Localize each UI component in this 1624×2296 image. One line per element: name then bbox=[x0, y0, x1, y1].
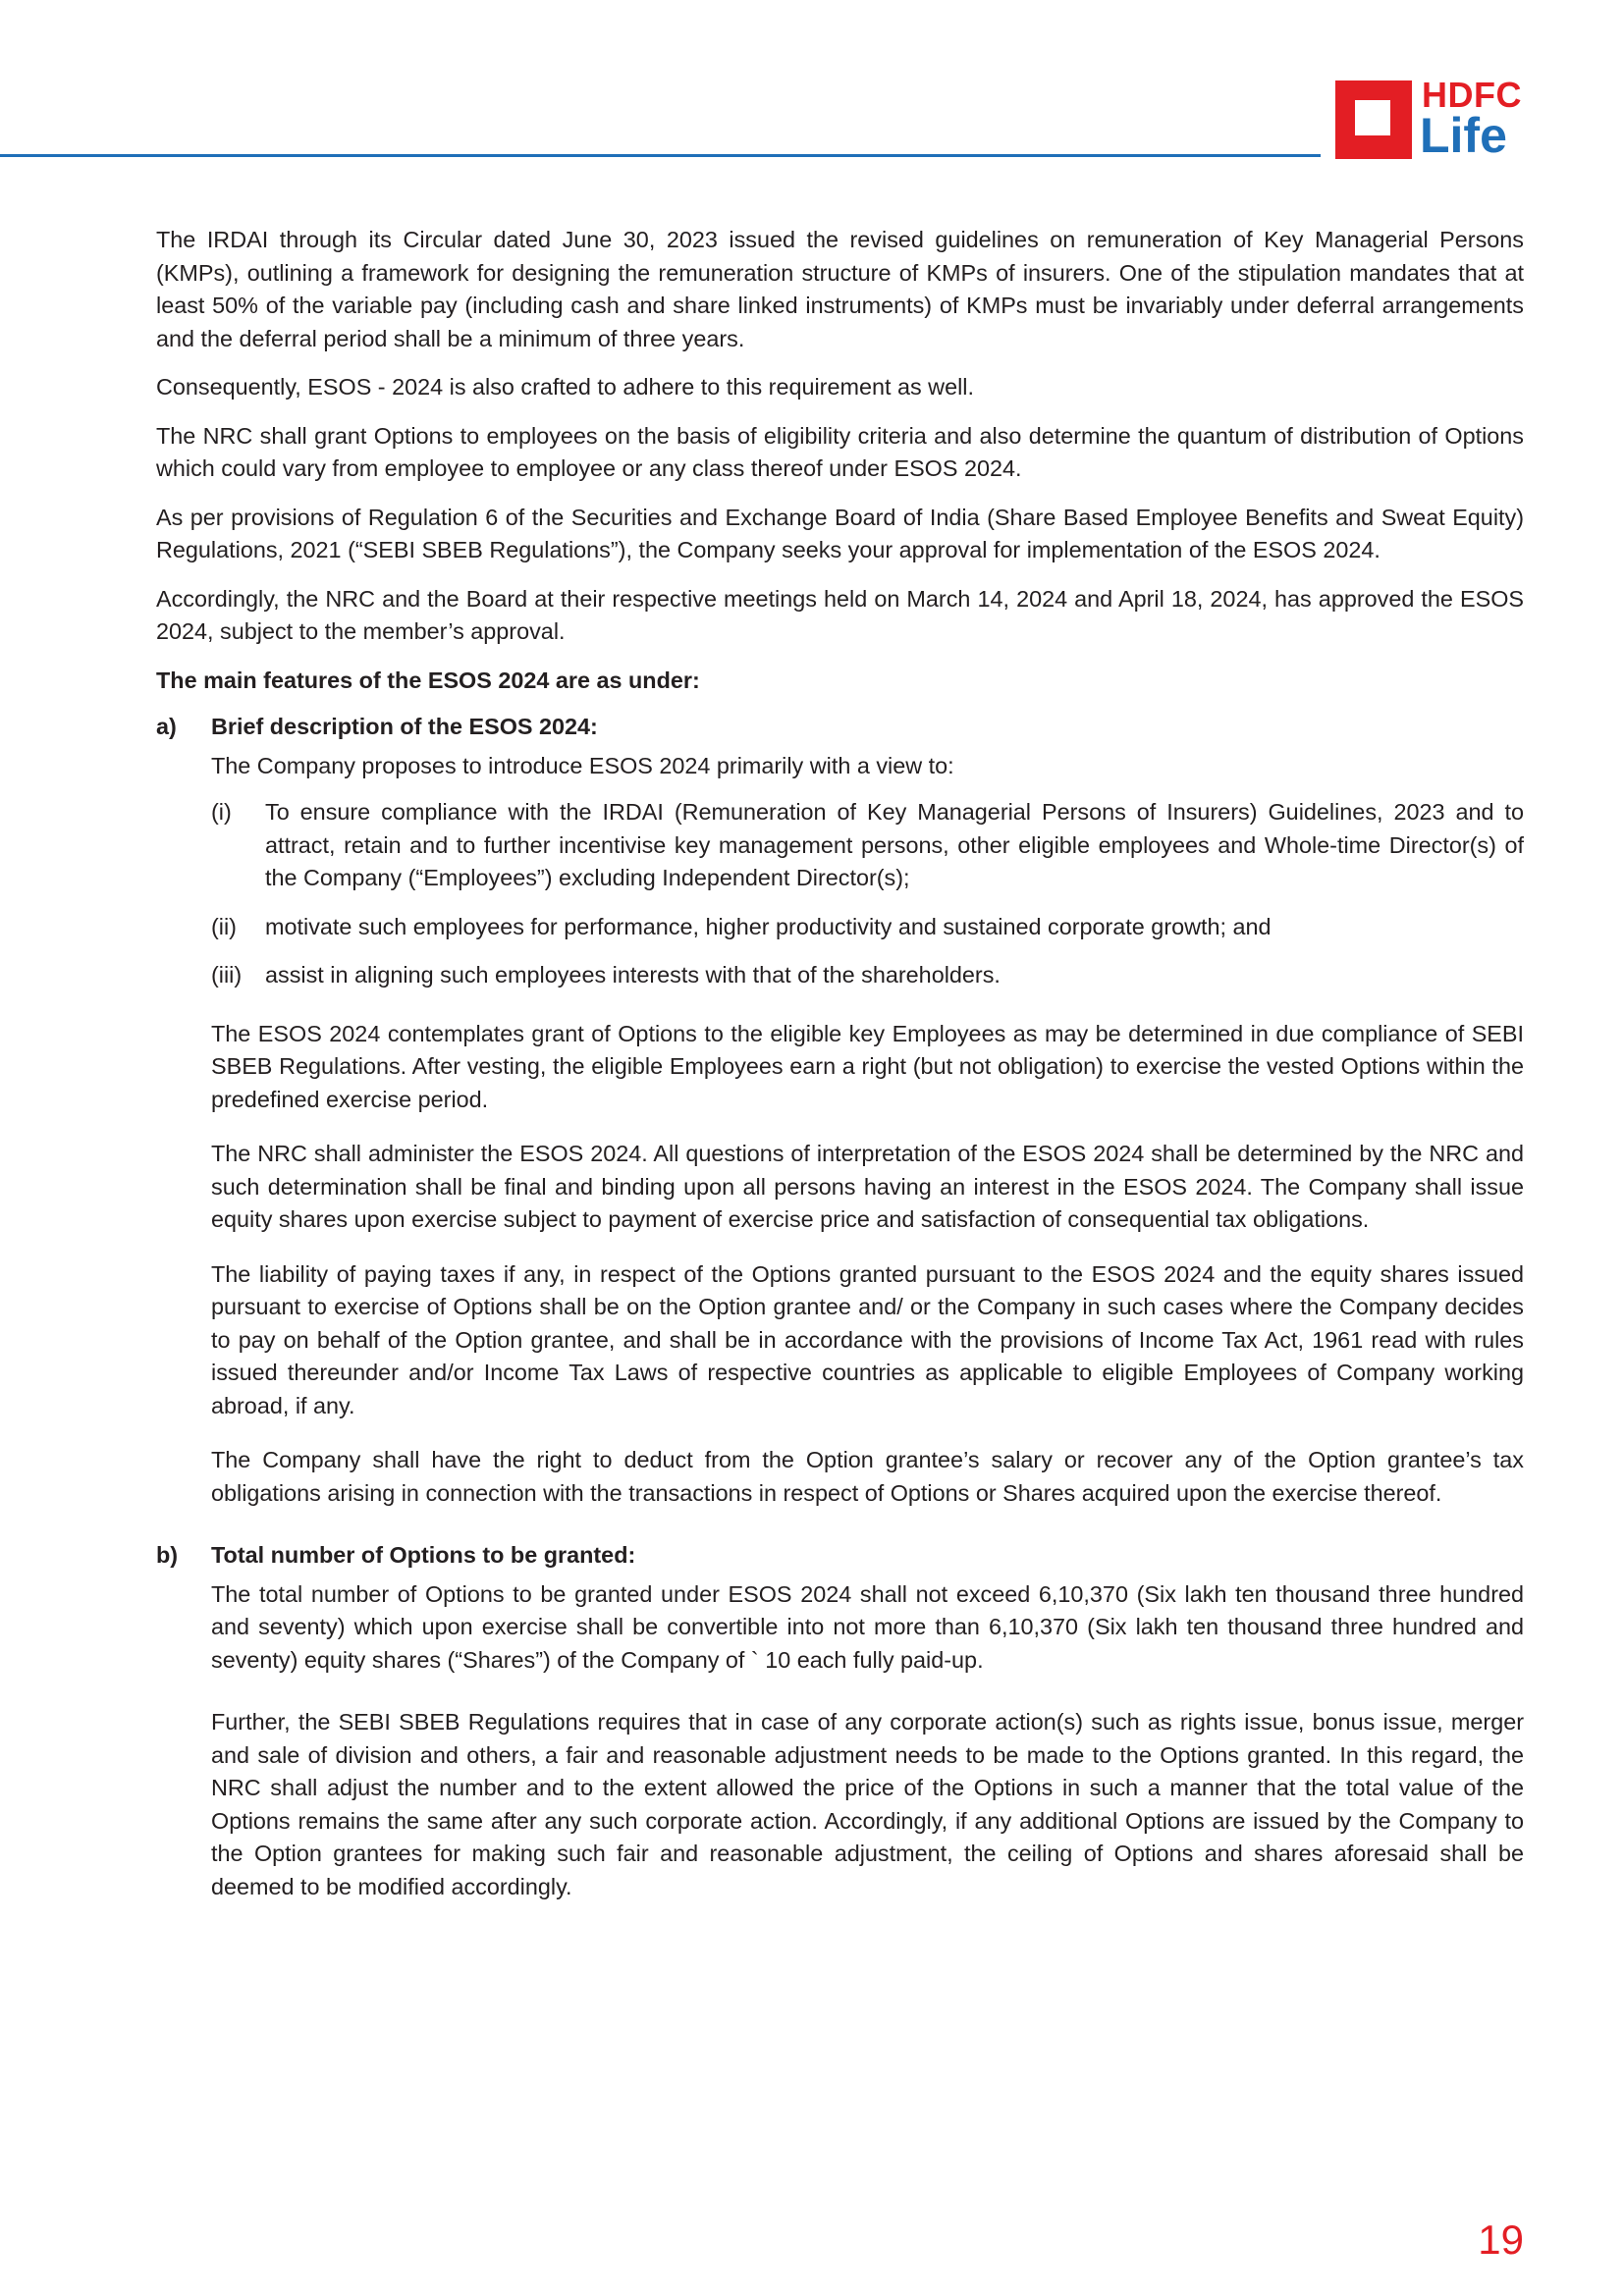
list-item-text: motivate such employees for performance, higher productivity and sustained corporate growth; and bbox=[265, 913, 1272, 939]
section-a-paragraph: The liability of paying taxes if any, in respect of the Options granted pursuant to the ESOS 2024 and the equity shares issued pursuant to exercise of Options shall be on the Option grantee and/ or the Company in such cases where the Company decides to pay on behalf of the Option grantee, and shall be in accordance with the provisions of Income Tax Act, 1961 read with rules issued thereunder and/or Income Tax Laws of respective countries as applicable to eligible Employees of Company working abroad, if any. bbox=[211, 1260, 1524, 1418]
section-b-heading bbox=[156, 1539, 1524, 1573]
list-item-number: (ii) bbox=[211, 913, 237, 939]
logo-text-bottom: Life bbox=[1420, 108, 1507, 163]
list-item-text: assist in aligning such employees interests with that of the shareholders. bbox=[265, 962, 1001, 988]
list-item bbox=[211, 911, 1524, 944]
intro-paragraph: The IRDAI through its Circular dated June 30, 2023 issued the revised guidelines on remuneration of Key Managerial Persons (KMPs), outlining a framework for designing the remuneration structure of KMPs of insurers. One of the stipulation mandates that at least 50% of the variable pay (including cash and share linked instruments) of KMPs must be invariably under deferral arrangements and the deferral period shall be a minimum of three years. bbox=[156, 227, 1524, 351]
features-heading: The main features of the ESOS 2024 are as under: bbox=[156, 667, 700, 693]
objectives-list bbox=[211, 796, 1524, 992]
intro-paragraph: As per provisions of Regulation 6 of the Securities and Exchange Board of India (Share Based Employee Benefits and Sweat Equity) Regulations, 2021 (“SEBI SBEB Regulations”), the Company seeks your approval for implementation of the ESOS 2024. bbox=[156, 504, 1524, 562]
logo-mark-icon bbox=[1335, 80, 1412, 159]
intro-paragraph: Consequently, ESOS - 2024 is also crafted to adhere to this requirement as well. bbox=[156, 374, 974, 400]
intro-paragraph: Accordingly, the NRC and the Board at their respective meetings held on March 14, 2024 and April 18, 2024, has approved the ESOS 2024, subject to the member’s approval. bbox=[156, 585, 1524, 644]
section-a-heading bbox=[156, 711, 1524, 744]
list-item-number: (i) bbox=[211, 799, 232, 825]
section-a-body bbox=[211, 750, 1524, 1511]
section-b-title: Total number of Options to be granted: bbox=[211, 1542, 636, 1568]
section-b-body bbox=[211, 1578, 1524, 1904]
section-b-paragraph: The total number of Options to be granted under ESOS 2024 shall not exceed 6,10,370 (Six lakh ten thousand three hundred and seventy) which upon exercise shall be convertible into not more than 6,10,370 (Six lakh ten thousand three hundred and seventy) equity shares (“Shares”) of the Company of ` 10 each fully paid-up. bbox=[211, 1580, 1524, 1673]
section-a-paragraph: The NRC shall administer the ESOS 2024. All questions of interpretation of the ESOS 2024 shall be determined by the NRC and such determination shall be final and binding upon all persons having an interest in the ESOS 2024. The Company shall issue equity shares upon exercise subject to payment of exercise price and satisfaction of consequential tax obligations. bbox=[211, 1141, 1524, 1232]
logo-text-top: HDFC bbox=[1422, 75, 1522, 115]
header-rule bbox=[0, 154, 1321, 157]
page-number: 19 bbox=[1478, 2216, 1524, 2263]
document-body bbox=[156, 224, 1524, 1925]
list-item bbox=[211, 796, 1524, 895]
section-b-letter: b) bbox=[156, 1542, 179, 1568]
list-item-text: To ensure compliance with the IRDAI (Remuneration of Key Managerial Persons of Insurers) Guidelines, 2023 and to attract, retain and to further incentivise key management persons, other eligible employees and Whole-time Director(s) of the Company (“Employees”) excluding Independent Director(s); bbox=[265, 799, 1524, 890]
section-a-letter: a) bbox=[156, 714, 177, 739]
hdfc-life-logo bbox=[1335, 77, 1522, 161]
section-a-paragraph: The Company shall have the right to deduct from the Option grantee’s salary or recover any of the Option grantee’s tax obligations arising in connection with the transactions in respect of Options or Shares acquired upon the exercise thereof. bbox=[211, 1447, 1524, 1506]
list-item bbox=[211, 959, 1524, 992]
section-a-lead: The Company proposes to introduce ESOS 2024 primarily with a view to: bbox=[211, 752, 954, 778]
section-b-paragraph: Further, the SEBI SBEB Regulations requires that in case of any corporate action(s) such as rights issue, bonus issue, merger and sale of division and others, a fair and reasonable adjustment needs to be made to the Options granted. In this regard, the NRC shall adjust the number and to the extent allowed the price of the Options in such a manner that the total value of the Options remains the same after any such corporate action. Accordingly, if any additional Options are issued by the Company to the Option grantees for making such fair and reasonable adjustment, the ceiling of Options and shares aforesaid shall be deemed to be modified accordingly. bbox=[211, 1709, 1524, 1899]
section-a-paragraph: The ESOS 2024 contemplates grant of Options to the eligible key Employees as may be determined in due compliance of SEBI SBEB Regulations. After vesting, the eligible Employees earn a right (but not obligation) to exercise the vested Options within the predefined exercise period. bbox=[211, 1020, 1524, 1112]
intro-paragraph: The NRC shall grant Options to employees on the basis of eligibility criteria and also determine the quantum of distribution of Options which could vary from employee to employee or any class thereof under ESOS 2024. bbox=[156, 422, 1524, 481]
list-item-number: (iii) bbox=[211, 962, 243, 988]
section-a-title: Brief description of the ESOS 2024: bbox=[211, 714, 598, 739]
